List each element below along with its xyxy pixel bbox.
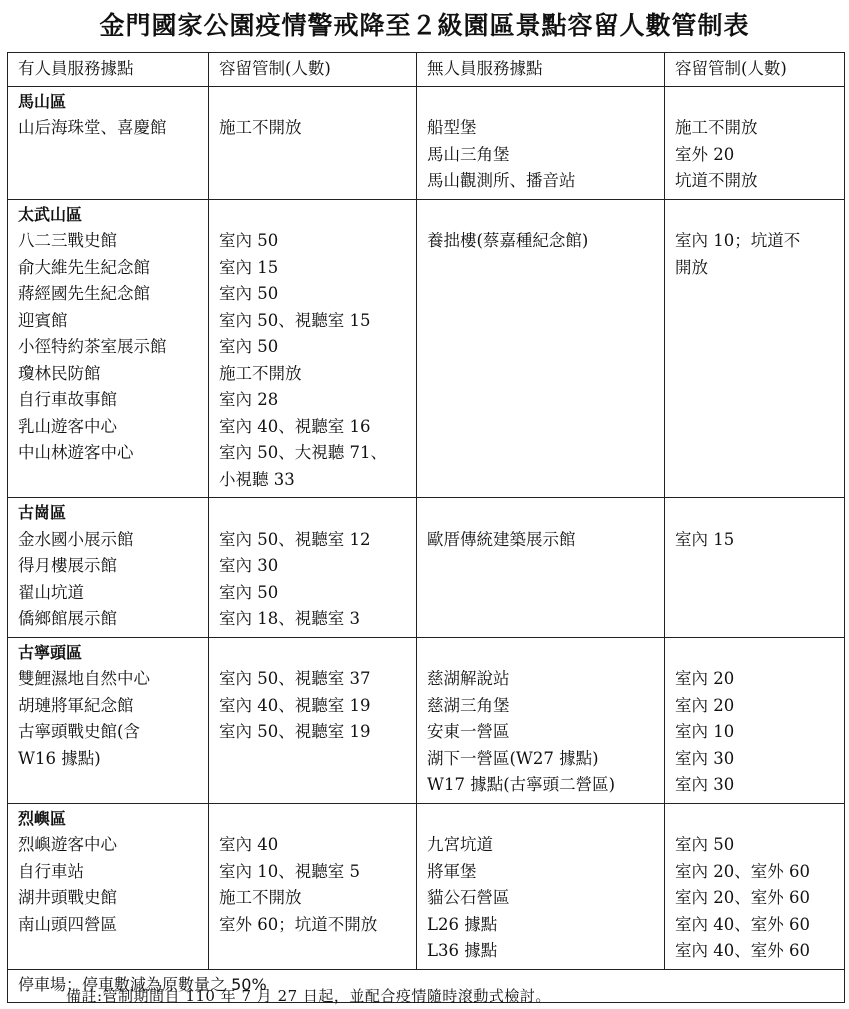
staffed-point-name: 自行車故事館 — [18, 390, 117, 409]
unstaffed-capacity-cell — [665, 803, 845, 969]
zone-name: 馬山區 — [18, 91, 67, 111]
unstaffed-points-cell — [417, 86, 665, 199]
staffed-capacity-value: 室內 40 — [219, 835, 279, 854]
header-unstaffed-points: 無人員服務據點 — [417, 53, 665, 87]
staffed-capacity-value: 室內 50、視聽室 12 — [219, 529, 371, 549]
staffed-capacity-value: 室內 50 — [219, 231, 279, 250]
unstaffed-points-cell — [417, 199, 665, 498]
header-staffed-capacity: 容留管制(人數) — [209, 53, 417, 87]
staffed-capacity-value: 室外 60；坑道不開放 — [219, 914, 378, 934]
staffed-capacity-value: 室內 50、視聽室 15 — [219, 310, 371, 330]
staffed-point-name: 胡璉將軍紀念館 — [18, 695, 134, 715]
staffed-capacity-value: 室內 28 — [219, 390, 279, 409]
staffed-points-cell — [8, 637, 209, 803]
staffed-point-name: 烈嶼遊客中心 — [18, 835, 117, 854]
unstaffed-capacity-value: 室內 10；坑道不 — [675, 231, 801, 250]
staffed-point-name: 翟山坑道 — [18, 582, 84, 602]
parking-note: 停車場：停車數減為原數量之 50% — [8, 969, 845, 1003]
staffed-capacity-cell — [209, 803, 417, 969]
staffed-capacity-value: 室內 30 — [219, 556, 279, 575]
spacer — [219, 202, 408, 229]
zone-row-guningtou — [8, 637, 845, 803]
staffed-point-name: 自行車站 — [18, 861, 84, 881]
staffed-point-name: 中山林遊客中心 — [18, 443, 134, 462]
unstaffed-capacity-value: 施工不開放 — [675, 118, 758, 137]
staffed-capacity-value: 室內 18、視聽室 3 — [219, 609, 360, 628]
unstaffed-capacity-value: 室內 40、室外 60 — [675, 941, 810, 960]
spacer — [427, 89, 656, 116]
spacer — [675, 89, 836, 116]
unstaffed-capacity-value: 室內 15 — [675, 529, 735, 549]
staffed-capacity-value: 室內 50、大視聽 71、 — [219, 443, 387, 462]
unstaffed-point-name: 馬山觀測所、播音站 — [427, 171, 576, 190]
zone-row-mashan — [8, 86, 845, 199]
spacer — [219, 806, 408, 833]
unstaffed-point-name: 養拙樓(蔡嘉種紀念館) — [427, 231, 589, 250]
staffed-point-name: 乳山遊客中心 — [18, 416, 117, 436]
staffed-point-name: 山后海珠堂、喜慶館 — [18, 118, 167, 137]
staffed-capacity-value: 室內 10、視聽室 5 — [219, 861, 360, 881]
staffed-capacity-value: 室內 40、視聽室 16 — [219, 416, 371, 436]
unstaffed-point-name: 湖下一營區(W27 據點) — [427, 748, 599, 768]
staffed-capacity-value: 施工不開放 — [219, 888, 302, 907]
unstaffed-capacity-value: 室外 20 — [675, 144, 735, 164]
unstaffed-capacity-value: 室內 40、室外 60 — [675, 914, 810, 934]
staffed-capacity-value: 室內 50 — [219, 337, 279, 356]
header-staffed-points: 有人員服務據點 — [8, 53, 209, 87]
unstaffed-points-cell — [417, 803, 665, 969]
staffed-point-name: 南山頭四營區 — [18, 914, 117, 934]
spacer — [427, 640, 656, 667]
unstaffed-point-name: L36 據點 — [427, 941, 498, 960]
staffed-point-name: 金水國小展示館 — [18, 529, 134, 549]
unstaffed-point-name: L26 據點 — [427, 914, 498, 934]
unstaffed-capacity-cell — [665, 637, 845, 803]
staffed-capacity-cell — [209, 199, 417, 498]
staffed-capacity-cell — [209, 637, 417, 803]
zone-name: 烈嶼區 — [18, 808, 67, 828]
unstaffed-point-name: 九宮坑道 — [427, 835, 493, 854]
unstaffed-point-name: 慈湖解說站 — [427, 669, 510, 688]
header-unstaffed-capacity: 容留管制(人數) — [665, 53, 845, 87]
capacity-control-table — [7, 52, 845, 1003]
staffed-capacity-value: 室內 15 — [219, 257, 279, 277]
spacer — [427, 806, 656, 833]
unstaffed-point-name: 慈湖三角堡 — [427, 695, 510, 715]
staffed-points-cell — [8, 86, 209, 199]
unstaffed-capacity-value: 室內 50 — [675, 835, 735, 854]
table-header-row — [8, 53, 845, 87]
unstaffed-point-name: 馬山三角堡 — [427, 144, 510, 164]
unstaffed-points-cell — [417, 637, 665, 803]
unstaffed-capacity-value: 室內 20、室外 60 — [675, 861, 810, 881]
zone-row-taiwushan — [8, 199, 845, 498]
staffed-points-cell — [8, 199, 209, 498]
unstaffed-point-name: 安東一營區 — [427, 722, 510, 741]
unstaffed-capacity-value: 坑道不開放 — [675, 171, 758, 190]
staffed-point-name: 古寧頭戰史館(含 — [18, 722, 140, 741]
spacer — [427, 202, 656, 229]
spacer — [219, 500, 408, 527]
zone-name: 太武山區 — [18, 204, 83, 224]
spacer — [675, 500, 836, 527]
spacer — [219, 89, 408, 116]
unstaffed-capacity-value: 室內 30 — [675, 748, 735, 768]
unstaffed-capacity-cell — [665, 199, 845, 498]
staffed-points-cell — [8, 498, 209, 638]
unstaffed-point-name: 歐厝傳統建築展示館 — [427, 529, 576, 549]
staffed-capacity-cell — [209, 86, 417, 199]
staffed-capacity-value: 施工不開放 — [219, 363, 302, 383]
unstaffed-point-name: 將軍堡 — [427, 861, 477, 881]
unstaffed-capacity-cell — [665, 86, 845, 199]
spacer — [675, 806, 836, 833]
zone-row-lieyu — [8, 803, 845, 969]
staffed-capacity-value: 室內 50 — [219, 284, 279, 303]
spacer — [675, 640, 836, 667]
staffed-capacity-value: 施工不開放 — [219, 118, 302, 137]
staffed-point-name: 湖井頭戰史館 — [18, 888, 117, 907]
staffed-point-name: 八二三戰史館 — [18, 231, 117, 250]
spacer — [219, 640, 408, 667]
unstaffed-point-name: 貓公石營區 — [427, 888, 510, 907]
staffed-point-name: 雙鯉濕地自然中心 — [18, 669, 150, 688]
staffed-point-name: 瓊林民防館 — [18, 363, 101, 383]
staffed-capacity-value: 室內 50、視聽室 19 — [219, 722, 371, 741]
zone-name: 古寧頭區 — [18, 642, 83, 662]
unstaffed-point-name: 船型堡 — [427, 118, 477, 137]
staffed-point-name: W16 據點) — [18, 748, 101, 768]
staffed-point-name: 俞大維先生紀念館 — [18, 257, 150, 277]
document-title: 金門國家公園疫情警戒降至２級園區景點容留人數管制表 — [99, 11, 750, 40]
staffed-point-name: 僑鄉館展示館 — [18, 609, 117, 628]
staffed-point-name: 小徑特約茶室展示館 — [18, 337, 167, 356]
unstaffed-capacity-cell — [665, 498, 845, 638]
unstaffed-capacity-value: 室內 20 — [675, 669, 735, 688]
spacer — [427, 500, 656, 527]
unstaffed-capacity-value: 開放 — [675, 257, 708, 277]
staffed-capacity-value: 小視聽 33 — [219, 469, 295, 489]
unstaffed-capacity-value: 室內 30 — [675, 775, 735, 794]
staffed-point-name: 蔣經國先生紀念館 — [18, 284, 150, 303]
staffed-capacity-cell — [209, 498, 417, 638]
unstaffed-capacity-value: 室內 10 — [675, 722, 735, 741]
staffed-capacity-value: 室內 50 — [219, 582, 279, 602]
zone-row-gugang — [8, 498, 845, 638]
staffed-point-name: 得月樓展示館 — [18, 556, 117, 575]
spacer — [675, 202, 836, 229]
table-body — [8, 86, 845, 969]
unstaffed-points-cell — [417, 498, 665, 638]
footnote: 備註:管制期間自 110 年 7 月 27 日起，並配合疫情隨時滾動式檢討。 — [66, 987, 551, 1005]
staffed-point-name: 迎賓館 — [18, 310, 68, 330]
zone-name: 古崗區 — [18, 503, 67, 522]
unstaffed-capacity-value: 室內 20、室外 60 — [675, 888, 810, 907]
staffed-points-cell — [8, 803, 209, 969]
unstaffed-point-name: W17 據點(古寧頭二營區) — [427, 775, 616, 794]
unstaffed-capacity-value: 室內 20 — [675, 695, 735, 715]
staffed-capacity-value: 室內 40、視聽室 19 — [219, 695, 371, 715]
staffed-capacity-value: 室內 50、視聽室 37 — [219, 669, 371, 688]
